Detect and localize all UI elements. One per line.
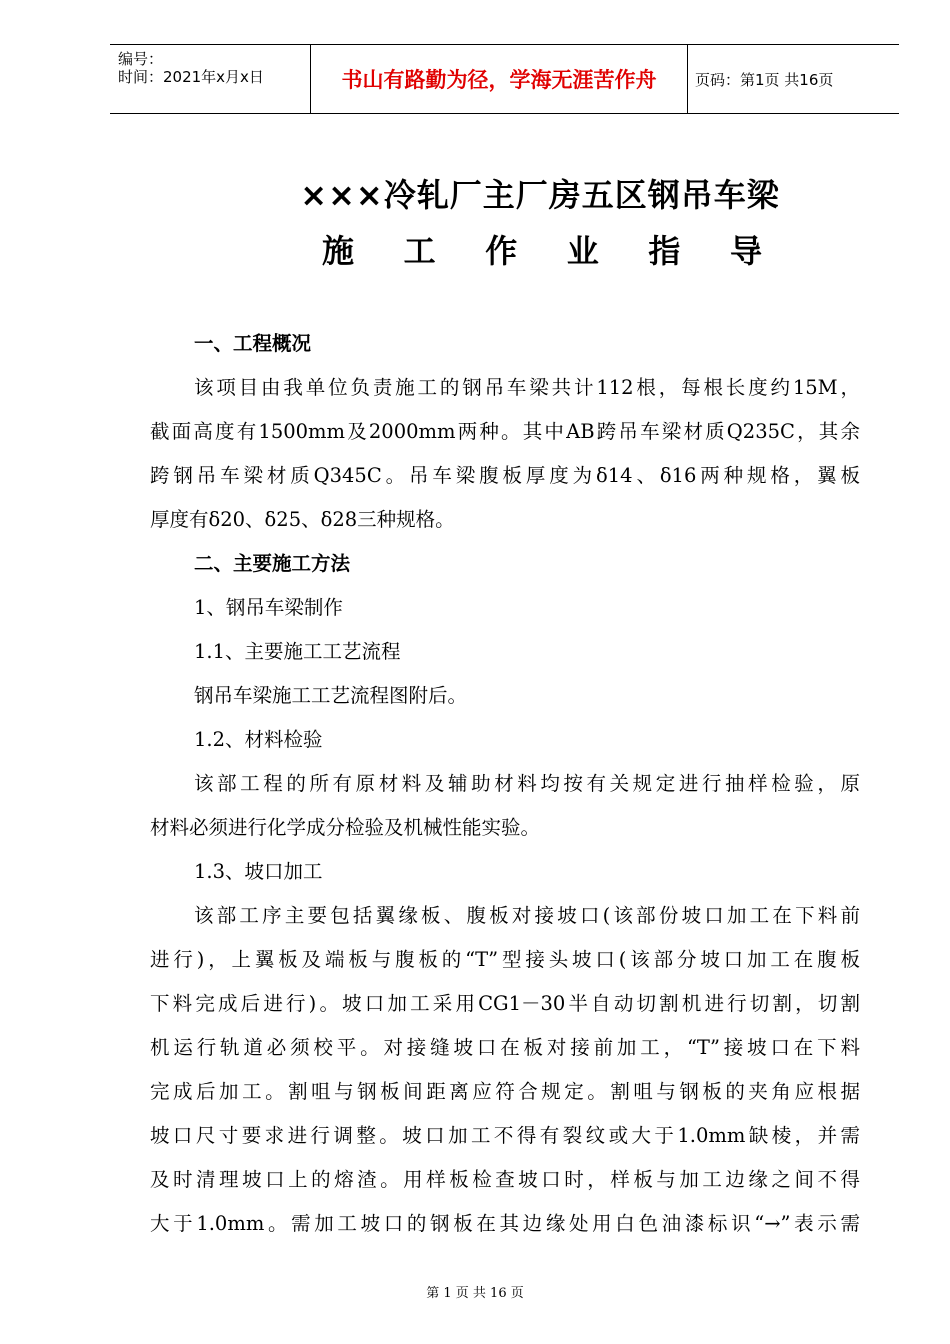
subsection-heading: 1.1、主要施工工艺流程: [194, 640, 401, 663]
section-heading: 二、主要施工方法: [194, 552, 351, 575]
paragraph-line: 跨钢吊车梁材质Q345C。吊车梁腹板厚度为δ14、δ16两种规格，翼板: [150, 464, 860, 487]
paragraph-line: 截面高度有1500mm及2000mm两种。其中AB跨吊车梁材质Q235C，其余: [150, 420, 860, 443]
page-header: [110, 44, 899, 114]
section-heading: 一、工程概况: [194, 332, 312, 355]
subsection-heading: 1.3、坡口加工: [194, 860, 323, 883]
paragraph-line: 坡口尺寸要求进行调整。坡口加工不得有裂纹或大于1.0mm缺棱，并需: [150, 1124, 860, 1147]
subtitle-char: 指: [648, 232, 681, 270]
paragraph-line: 钢吊车梁施工工艺流程图附后。: [194, 684, 468, 707]
header-motto: 书山有路勤为径，学海无涯苦作舟: [310, 45, 688, 113]
time-label: 时间：2021年x月x日: [118, 68, 264, 86]
paragraph-line: 该项目由我单位负责施工的钢吊车梁共计112根，每根长度约15M，: [194, 376, 860, 399]
footer-page-number: 第 1 页 共 16 页: [426, 1286, 524, 1301]
subsection-heading: 1、钢吊车梁制作: [194, 596, 343, 619]
subtitle-char: 施: [322, 232, 355, 270]
document-body: [150, 322, 860, 1246]
paragraph-line: 该部工序主要包括翼缘板、腹板对接坡口(该部份坡口加工在下料前: [194, 904, 860, 927]
paragraph-line: 该部工程的所有原材料及辅助材料均按有关规定进行抽样检验，原: [194, 772, 860, 795]
document-subtitle: [322, 226, 762, 272]
subtitle-char: 业: [566, 232, 599, 270]
paragraph-line: 厚度有δ20、δ25、δ28三种规格。: [150, 508, 455, 531]
header-meta: [110, 45, 310, 113]
subtitle-char: 导: [729, 232, 762, 270]
paragraph-line: 材料必须进行化学成分检验及机械性能实验。: [150, 816, 541, 839]
paragraph-line: 进行)，上翼板及端板与腹板的“T”型接头坡口(该部分坡口加工在腹板: [150, 948, 860, 971]
page-footer: [0, 1282, 950, 1301]
paragraph-line: 下料完成后进行)。坡口加工采用CG1－30半自动切割机进行切割，切割: [150, 992, 860, 1015]
subtitle-char: 工: [403, 232, 436, 270]
header-page-info: 页码：第1页 共16页: [695, 70, 834, 89]
subsection-heading: 1.2、材料检验: [194, 728, 323, 751]
document-title: ×××冷轧厂主厂房五区钢吊车梁: [300, 176, 780, 214]
subtitle-char: 作: [485, 232, 518, 270]
paragraph-line: 及时清理坡口上的熔渣。用样板检查坡口时，样板与加工边缘之间不得: [150, 1168, 860, 1191]
serial-label: 编号：: [118, 50, 164, 68]
paragraph-line: 大于1.0mm。需加工坡口的钢板在其边缘处用白色油漆标识“→”表示需: [150, 1212, 860, 1235]
paragraph-line: 机运行轨道必须校平。对接缝坡口在板对接前加工，“T”接坡口在下料: [150, 1036, 860, 1059]
paragraph-line: 完成后加工。割咀与钢板间距离应符合规定。割咀与钢板的夹角应根据: [150, 1080, 860, 1103]
